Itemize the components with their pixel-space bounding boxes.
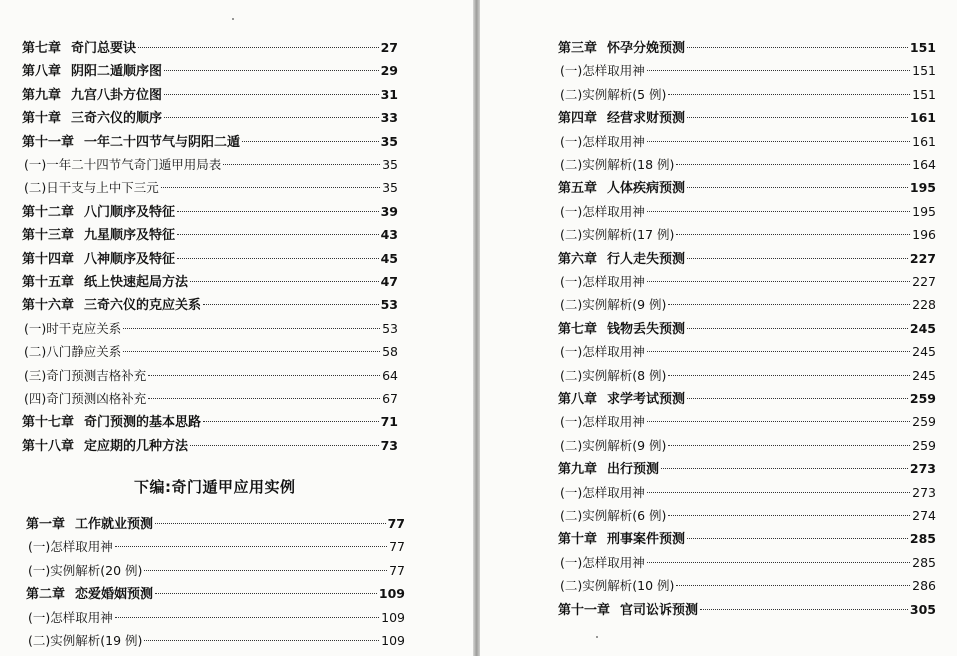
- chapter-number: 第四章: [558, 111, 598, 127]
- chapter-number: 第九章: [558, 462, 598, 478]
- dot-leader: [164, 70, 379, 71]
- dot-leader: [668, 375, 910, 376]
- chapter-title: 一年二十四节气与阴阳二遁: [84, 134, 241, 150]
- book-gutter: [473, 0, 480, 656]
- toc-chapter-entry: [22, 60, 398, 82]
- chapter-title: 九星顺序及特征: [84, 228, 176, 244]
- chapter-number: 第十六章: [22, 298, 75, 314]
- entry-label: [24, 341, 121, 363]
- chapter-number: 第八章: [22, 64, 62, 80]
- subsection-title: (一)怎样取用神: [560, 203, 645, 219]
- toc-subsection-entry: [560, 131, 936, 153]
- page-number: 53: [380, 297, 398, 313]
- dot-leader: [123, 328, 380, 329]
- entry-label: [560, 60, 645, 82]
- entry-label: [560, 505, 666, 527]
- entry-label: [28, 536, 113, 558]
- page-number: 196: [912, 227, 936, 243]
- toc-chapter-entry: [22, 201, 398, 223]
- page-number: 195: [912, 203, 936, 219]
- toc-subsection-entry: [24, 318, 398, 340]
- toc-subsection-entry: [24, 177, 398, 199]
- page-number: 195: [909, 180, 936, 196]
- entry-label: [26, 514, 153, 536]
- chapter-title: 八神顺序及特征: [84, 251, 176, 267]
- chapter-title: 九宫八卦方位图: [71, 87, 163, 103]
- dot-leader: [687, 258, 908, 259]
- page-number: 228: [912, 297, 936, 313]
- chapter-number: 第三章: [558, 41, 598, 56]
- entry-label: [24, 177, 159, 199]
- entry-label: [560, 201, 645, 223]
- entry-label: [22, 85, 162, 107]
- entry-label: [22, 436, 188, 458]
- chapter-title: 阴阳二遁顺序图: [71, 64, 163, 80]
- dot-leader: [144, 640, 379, 641]
- page-number: 109: [381, 609, 405, 625]
- page-number: 29: [380, 63, 398, 79]
- entry-label: [560, 224, 674, 246]
- toc-chapter-entry: [22, 271, 398, 293]
- entry-label: [560, 131, 645, 153]
- subsection-title: (二)实例解析(18 例): [560, 157, 675, 172]
- left-page: [0, 0, 473, 656]
- entry-label: [24, 154, 221, 176]
- chapter-number: 第十章: [558, 532, 598, 548]
- page-number: 35: [382, 157, 398, 172]
- chapter-title: 行人走失预测: [607, 251, 686, 267]
- entry-label: [560, 271, 645, 293]
- chapter-title: 纸上快速起局方法: [84, 275, 189, 290]
- toc-subsection-entry: [560, 482, 936, 504]
- chapter-title: 三奇六仪的克应关系: [84, 298, 202, 314]
- dot-leader: [647, 492, 910, 493]
- chapter-title: 刑事案件预测: [607, 532, 686, 548]
- toc-subsection-entry: [560, 201, 936, 223]
- dot-leader: [144, 570, 387, 571]
- toc-chapter-entry: [22, 248, 398, 270]
- dot-leader: [700, 609, 908, 610]
- chapter-number: 第十三章: [22, 228, 75, 244]
- toc-chapter-entry: [558, 248, 936, 270]
- subsection-title: (二)实例解析(10 例): [560, 578, 675, 594]
- toc-subsection-entry: [560, 552, 936, 574]
- page-number: 67: [382, 391, 398, 406]
- page-number: 151: [912, 86, 936, 102]
- dot-leader: [668, 94, 910, 95]
- dot-leader: [668, 304, 910, 305]
- page-number: 164: [912, 157, 936, 172]
- entry-label: [560, 84, 666, 106]
- page-number: 245: [909, 320, 936, 336]
- chapter-number: 第一章: [26, 517, 66, 532]
- page-number: 64: [382, 367, 398, 383]
- dot-leader: [647, 70, 910, 71]
- entry-label: [560, 341, 645, 363]
- toc-chapter-entry: [558, 318, 936, 340]
- entry-label: [24, 365, 146, 387]
- dot-leader: [647, 211, 910, 212]
- subsection-title: (一)实例解析(20 例): [28, 562, 143, 578]
- toc-subsection-entry: [560, 411, 936, 433]
- toc-subsection-entry: [28, 630, 405, 652]
- right-page: [480, 0, 957, 656]
- chapter-title: 求学考试预测: [607, 392, 686, 407]
- page-number: 286: [912, 578, 936, 594]
- page-number: 274: [912, 508, 936, 523]
- toc-chapter-entry: [22, 37, 398, 59]
- entry-label: [558, 459, 659, 481]
- entry-label: [22, 132, 240, 154]
- dot-leader: [676, 585, 910, 586]
- page-number: 273: [912, 484, 936, 500]
- dot-leader: [687, 538, 908, 539]
- chapter-number: 第十四章: [22, 251, 75, 267]
- dot-leader: [687, 47, 908, 48]
- subsection-title: (二)实例解析(8 例): [560, 367, 667, 383]
- page-number: 305: [909, 601, 936, 617]
- toc-subsection-entry: [560, 271, 936, 293]
- entry-label: [558, 38, 685, 60]
- toc-subsection-entry: [560, 294, 936, 316]
- entry-label: [558, 108, 685, 130]
- chapter-number: 第十七章: [22, 415, 75, 431]
- dot-leader: [115, 617, 379, 618]
- dot-leader: [123, 351, 380, 352]
- entry-label: [22, 412, 201, 434]
- entry-label: [22, 202, 175, 224]
- dot-leader: [164, 117, 379, 118]
- toc-chapter-entry: [558, 599, 936, 621]
- chapter-number: 第二章: [26, 587, 66, 603]
- dot-leader: [647, 421, 910, 422]
- entry-label: [26, 584, 153, 606]
- entry-label: [558, 178, 685, 200]
- subsection-title: (二)日干支与上中下三元: [24, 180, 159, 196]
- entry-label: [22, 249, 175, 271]
- entry-label: [22, 225, 175, 247]
- scan-speck: [596, 636, 598, 638]
- toc-chapter-entry: [26, 583, 405, 605]
- subsection-title: (二)实例解析(6 例): [560, 508, 667, 523]
- entry-label: [28, 630, 142, 652]
- dot-leader: [155, 523, 386, 524]
- chapter-title: 奇门预测的基本思路: [84, 415, 202, 431]
- entry-label: [22, 295, 201, 317]
- chapter-number: 第十二章: [22, 204, 75, 220]
- chapter-title: 工作就业预测: [75, 517, 154, 532]
- subsection-title: (一)时干克应关系: [24, 320, 122, 336]
- page-number: 259: [909, 391, 936, 406]
- dot-leader: [148, 398, 380, 399]
- chapter-number: 第七章: [558, 321, 598, 337]
- chapter-number: 第八章: [558, 392, 598, 407]
- toc-subsection-entry: [560, 84, 936, 106]
- dot-leader: [164, 94, 379, 95]
- dot-leader: [242, 141, 379, 142]
- entry-label: [558, 319, 685, 341]
- subsection-title: (一)怎样取用神: [560, 133, 645, 149]
- toc-chapter-entry: [22, 435, 398, 457]
- chapter-number: 第七章: [22, 41, 62, 56]
- page-number: 151: [912, 63, 936, 79]
- entry-label: [558, 600, 698, 622]
- toc-subsection-entry: [24, 154, 398, 176]
- entry-label: [558, 249, 685, 271]
- entry-label: [28, 607, 113, 629]
- chapter-title: 钱物丢失预测: [607, 321, 686, 337]
- subsection-title: (一)怎样取用神: [560, 414, 645, 430]
- page-number: 161: [912, 133, 936, 149]
- page-number: 77: [389, 539, 405, 555]
- dot-leader: [203, 421, 379, 422]
- subsection-title: (一)怎样取用神: [560, 63, 645, 79]
- chapter-number: 第五章: [558, 181, 598, 197]
- dot-leader: [668, 445, 910, 446]
- dot-leader: [668, 515, 910, 516]
- entry-label: [24, 318, 121, 340]
- subsection-title: (二)实例解析(17 例): [560, 227, 675, 243]
- toc-chapter-entry: [22, 107, 398, 129]
- subsection-title: (一)怎样取用神: [560, 344, 645, 360]
- dot-leader: [661, 468, 908, 469]
- chapter-title: 八门顺序及特征: [84, 204, 176, 220]
- dot-leader: [177, 211, 379, 212]
- page-number: 227: [909, 250, 936, 266]
- chapter-title: 出行预测: [607, 462, 660, 478]
- entry-label: [22, 38, 136, 60]
- page-number: 245: [912, 367, 936, 383]
- entry-label: [22, 272, 188, 294]
- entry-label: [24, 388, 146, 410]
- subsection-title: (二)实例解析(9 例): [560, 437, 667, 453]
- chapter-title: 经营求财预测: [607, 111, 686, 127]
- subsection-title: (二)实例解析(9 例): [560, 297, 667, 313]
- toc-chapter-entry: [558, 37, 936, 59]
- page-number: 47: [380, 274, 398, 289]
- toc-chapter-entry: [22, 84, 398, 106]
- dot-leader: [115, 546, 387, 547]
- page-number: 35: [382, 180, 398, 196]
- chapter-number: 第十一章: [558, 602, 611, 618]
- page-number: 39: [380, 203, 398, 219]
- dot-leader: [647, 141, 910, 142]
- chapter-title: 怀孕分娩预测: [607, 41, 686, 56]
- toc-subsection-entry: [560, 60, 936, 82]
- toc-subsection-entry: [560, 435, 936, 457]
- toc-chapter-entry: [558, 107, 936, 129]
- page-number: 151: [909, 40, 936, 55]
- chapter-number: 第十五章: [22, 275, 75, 290]
- chapter-title: 人体疾病预测: [607, 181, 686, 197]
- dot-leader: [138, 47, 379, 48]
- toc-subsection-entry: [24, 365, 398, 387]
- entry-label: [28, 560, 142, 582]
- subsection-title: (一)怎样取用神: [28, 539, 113, 555]
- toc-subsection-entry: [28, 560, 405, 582]
- toc-subsection-entry: [560, 505, 936, 527]
- dot-leader: [687, 187, 908, 188]
- page-number: 109: [381, 633, 405, 648]
- dot-leader: [676, 164, 910, 165]
- entry-label: [560, 435, 666, 457]
- chapter-title: 恋爱婚姻预测: [75, 587, 154, 603]
- entry-label: [558, 389, 685, 411]
- toc-subsection-entry: [28, 607, 405, 629]
- toc-chapter-entry: [558, 458, 936, 480]
- toc-subsection-entry: [560, 154, 936, 176]
- dot-leader: [687, 328, 908, 329]
- dot-leader: [223, 164, 380, 165]
- page-number: 53: [382, 320, 398, 336]
- dot-leader: [687, 398, 908, 399]
- toc-subsection-entry: [560, 365, 936, 387]
- subsection-title: (一)怎样取用神: [560, 274, 645, 289]
- chapter-title: 官司讼诉预测: [620, 602, 699, 618]
- chapter-number: 第九章: [22, 87, 62, 103]
- page-number: 27: [380, 40, 398, 55]
- page-number: 245: [912, 344, 936, 360]
- chapter-number: 第十八章: [22, 438, 75, 454]
- page-number: 285: [909, 531, 936, 547]
- toc-chapter-entry: [22, 411, 398, 433]
- page-number: 227: [912, 274, 936, 289]
- toc-chapter-entry: [22, 224, 398, 246]
- subsection-title: (一)怎样取用神: [28, 609, 113, 625]
- toc-subsection-entry: [24, 388, 398, 410]
- page-number: 77: [387, 516, 405, 531]
- toc-chapter-entry: [22, 131, 398, 153]
- page-number: 73: [380, 437, 398, 453]
- subsection-title: (一)怎样取用神: [560, 484, 645, 500]
- chapter-number: 第十一章: [22, 134, 75, 150]
- page-number: 45: [380, 250, 398, 266]
- subsection-title: (二)实例解析(5 例): [560, 86, 667, 102]
- chapter-number: 第十章: [22, 111, 62, 127]
- dot-leader: [190, 445, 379, 446]
- page-number: 31: [380, 86, 398, 102]
- page-number: 58: [382, 344, 398, 360]
- entry-label: [560, 552, 645, 574]
- page-number: 273: [909, 461, 936, 477]
- chapter-title: 三奇六仪的顺序: [71, 111, 163, 127]
- toc-chapter-entry: [558, 388, 936, 410]
- subsection-title: (二)实例解析(19 例): [28, 633, 143, 648]
- entry-label: [560, 154, 674, 176]
- entry-label: [560, 575, 674, 597]
- toc-subsection-entry: [24, 341, 398, 363]
- page-number: 35: [380, 133, 398, 149]
- page-number: 77: [389, 562, 405, 578]
- chapter-number: 第六章: [558, 251, 598, 267]
- subsection-title: (三)奇门预测吉格补充: [24, 367, 147, 383]
- dot-leader: [647, 281, 910, 282]
- entry-label: [560, 365, 666, 387]
- entry-label: [560, 482, 645, 504]
- entry-label: [560, 294, 666, 316]
- dot-leader: [148, 375, 380, 376]
- dot-leader: [190, 281, 379, 282]
- page-number: 259: [912, 437, 936, 453]
- entry-label: [558, 529, 685, 551]
- subsection-title: (一)一年二十四节气奇门遁甲用局表: [24, 157, 222, 172]
- subsection-title: (二)八门静应关系: [24, 344, 122, 360]
- entry-label: [22, 108, 162, 130]
- toc-chapter-entry: [558, 528, 936, 550]
- toc-subsection-entry: [560, 575, 936, 597]
- page-number: 33: [380, 110, 398, 126]
- toc-subsection-entry: [560, 224, 936, 246]
- dot-leader: [177, 234, 379, 235]
- toc-chapter-entry: [22, 294, 398, 316]
- toc-chapter-entry: [558, 177, 936, 199]
- chapter-title: 奇门总要诀: [71, 41, 137, 56]
- dot-leader: [647, 351, 910, 352]
- dot-leader: [676, 234, 910, 235]
- toc-subsection-entry: [560, 341, 936, 363]
- dot-leader: [647, 562, 910, 563]
- dot-leader: [177, 258, 379, 259]
- section-heading: 下编:奇门遁甲应用实例: [134, 478, 296, 496]
- chapter-title: 定应期的几种方法: [84, 438, 189, 454]
- toc-subsection-entry: [28, 536, 405, 558]
- entry-label: [22, 61, 162, 83]
- page-number: 43: [380, 227, 398, 243]
- page-number: 161: [909, 110, 936, 126]
- page-number: 285: [912, 554, 936, 570]
- entry-label: [560, 411, 645, 433]
- dot-leader: [687, 117, 908, 118]
- subsection-title: (一)怎样取用神: [560, 554, 645, 570]
- page-number: 109: [378, 586, 405, 602]
- scan-speck: [232, 18, 234, 20]
- dot-leader: [161, 187, 380, 188]
- page-number: 259: [912, 414, 936, 430]
- dot-leader: [203, 304, 379, 305]
- page-number: 71: [380, 414, 398, 430]
- toc-chapter-entry: [26, 513, 405, 535]
- dot-leader: [155, 593, 377, 594]
- subsection-title: (四)奇门预测凶格补充: [24, 391, 147, 406]
